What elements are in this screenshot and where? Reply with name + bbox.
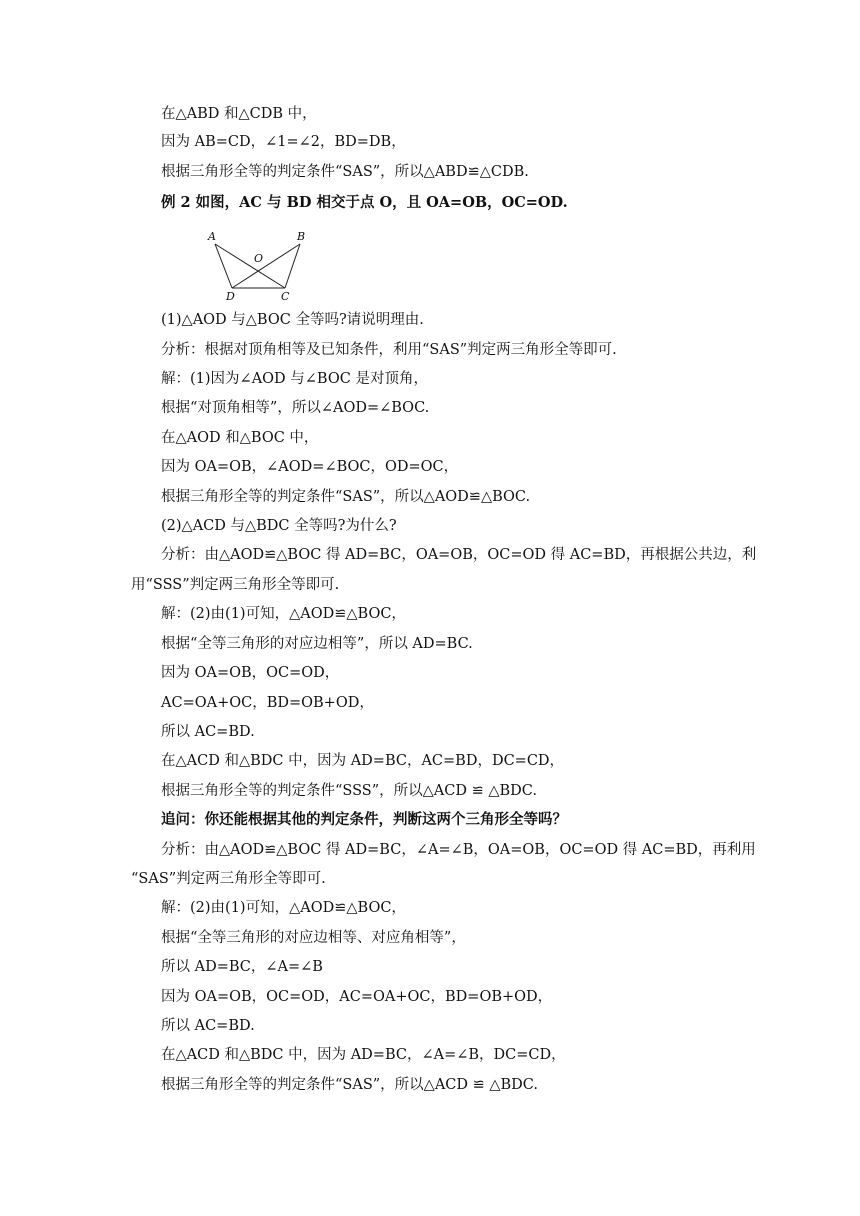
- text-line: 根据三角形全等的判定条件“SAS”，所以△ABD≌△CDB.: [161, 164, 529, 180]
- text-line: 根据三角形全等的判定条件“SSS”，所以△ACD ≌ △BDC.: [161, 783, 537, 799]
- label-c: C: [281, 290, 290, 302]
- text-line: 分析：由△AOD≌△BOC 得 AD=BC，∠A=∠B，OA=OB，OC=OD 得 AC=BD，再利用: [161, 842, 756, 858]
- segment-cb: [285, 244, 300, 288]
- text-line: 所以 AC=BD.: [161, 1018, 255, 1034]
- text-line: 解：(2)由(1)可知，△AOD≌△BOC，: [161, 606, 406, 622]
- text-line: 根据“全等三角形的对应边相等”，所以 AD=BC.: [161, 636, 473, 652]
- text-line: 解：(2)由(1)可知，△AOD≌△BOC，: [161, 900, 406, 916]
- text-line: 分析：根据对顶角相等及已知条件，利用“SAS”判定两三角形全等即可.: [161, 342, 617, 358]
- text-line: 分析：由△AOD≌△BOC 得 AD=BC，OA=OB，OC=OD 得 AC=BD，再根据公共边，利: [161, 547, 757, 563]
- text-line: (1)△AOD 与△BOC 全等吗?请说明理由.: [161, 312, 424, 328]
- text-line: 在△ABD 和△CDB 中，: [161, 106, 317, 122]
- text-line: “SAS”判定两三角形全等即可.: [131, 871, 326, 887]
- text-line: 根据三角形全等的判定条件“SAS”，所以△AOD≌△BOC.: [161, 489, 531, 505]
- text-line: AC=OA+OC，BD=OB+OD，: [161, 695, 374, 711]
- text-line: 用“SSS”判定两三角形全等即可.: [131, 577, 340, 593]
- text-line: 所以 AC=BD.: [161, 724, 255, 740]
- label-d: D: [226, 290, 235, 302]
- example-heading: 例 2 如图，AC 与 BD 相交于点 O，且 OA=OB，OC=OD.: [161, 194, 568, 211]
- text-line: 根据“全等三角形的对应边相等、对应角相等”，: [161, 930, 466, 946]
- text-line: 所以 AD=BC，∠A=∠B: [161, 959, 323, 975]
- segment-ad: [215, 244, 232, 288]
- follow-up-question: 追问：你还能根据其他的判定条件，判断这两个三角形全等吗？: [161, 811, 567, 828]
- text-line: 在△ACD 和△BDC 中，因为 AD=BC，∠A=∠B，DC=CD，: [161, 1047, 566, 1063]
- geometry-figure: [205, 228, 315, 302]
- text-line: 因为 OA=OB，∠AOD=∠BOC，OD=OC，: [161, 459, 459, 475]
- label-b: B: [297, 230, 306, 243]
- text-line: 因为 AB=CD，∠1=∠2，BD=DB，: [161, 134, 406, 150]
- text-line: 解：(1)因为∠AOD 与∠BOC 是对顶角，: [161, 371, 428, 387]
- label-o: O: [254, 252, 264, 265]
- segment-ac: [215, 244, 285, 288]
- text-line: (2)△ACD 与△BDC 全等吗?为什么?: [161, 518, 397, 534]
- label-a: A: [208, 230, 216, 243]
- segment-bd: [232, 244, 300, 288]
- text-line: 因为 OA=OB，OC=OD，: [161, 665, 340, 681]
- text-line: 因为 OA=OB，OC=OD，AC=OA+OC，BD=OB+OD，: [161, 989, 553, 1005]
- text-line: 根据三角形全等的判定条件“SAS”，所以△ACD ≌ △BDC.: [161, 1077, 538, 1093]
- text-line: 在△AOD 和△BOC 中，: [161, 430, 319, 446]
- text-line: 在△ACD 和△BDC 中，因为 AD=BC，AC=BD，DC=CD，: [161, 753, 565, 769]
- text-line: 根据“对顶角相等”，所以∠AOD=∠BOC.: [161, 400, 430, 416]
